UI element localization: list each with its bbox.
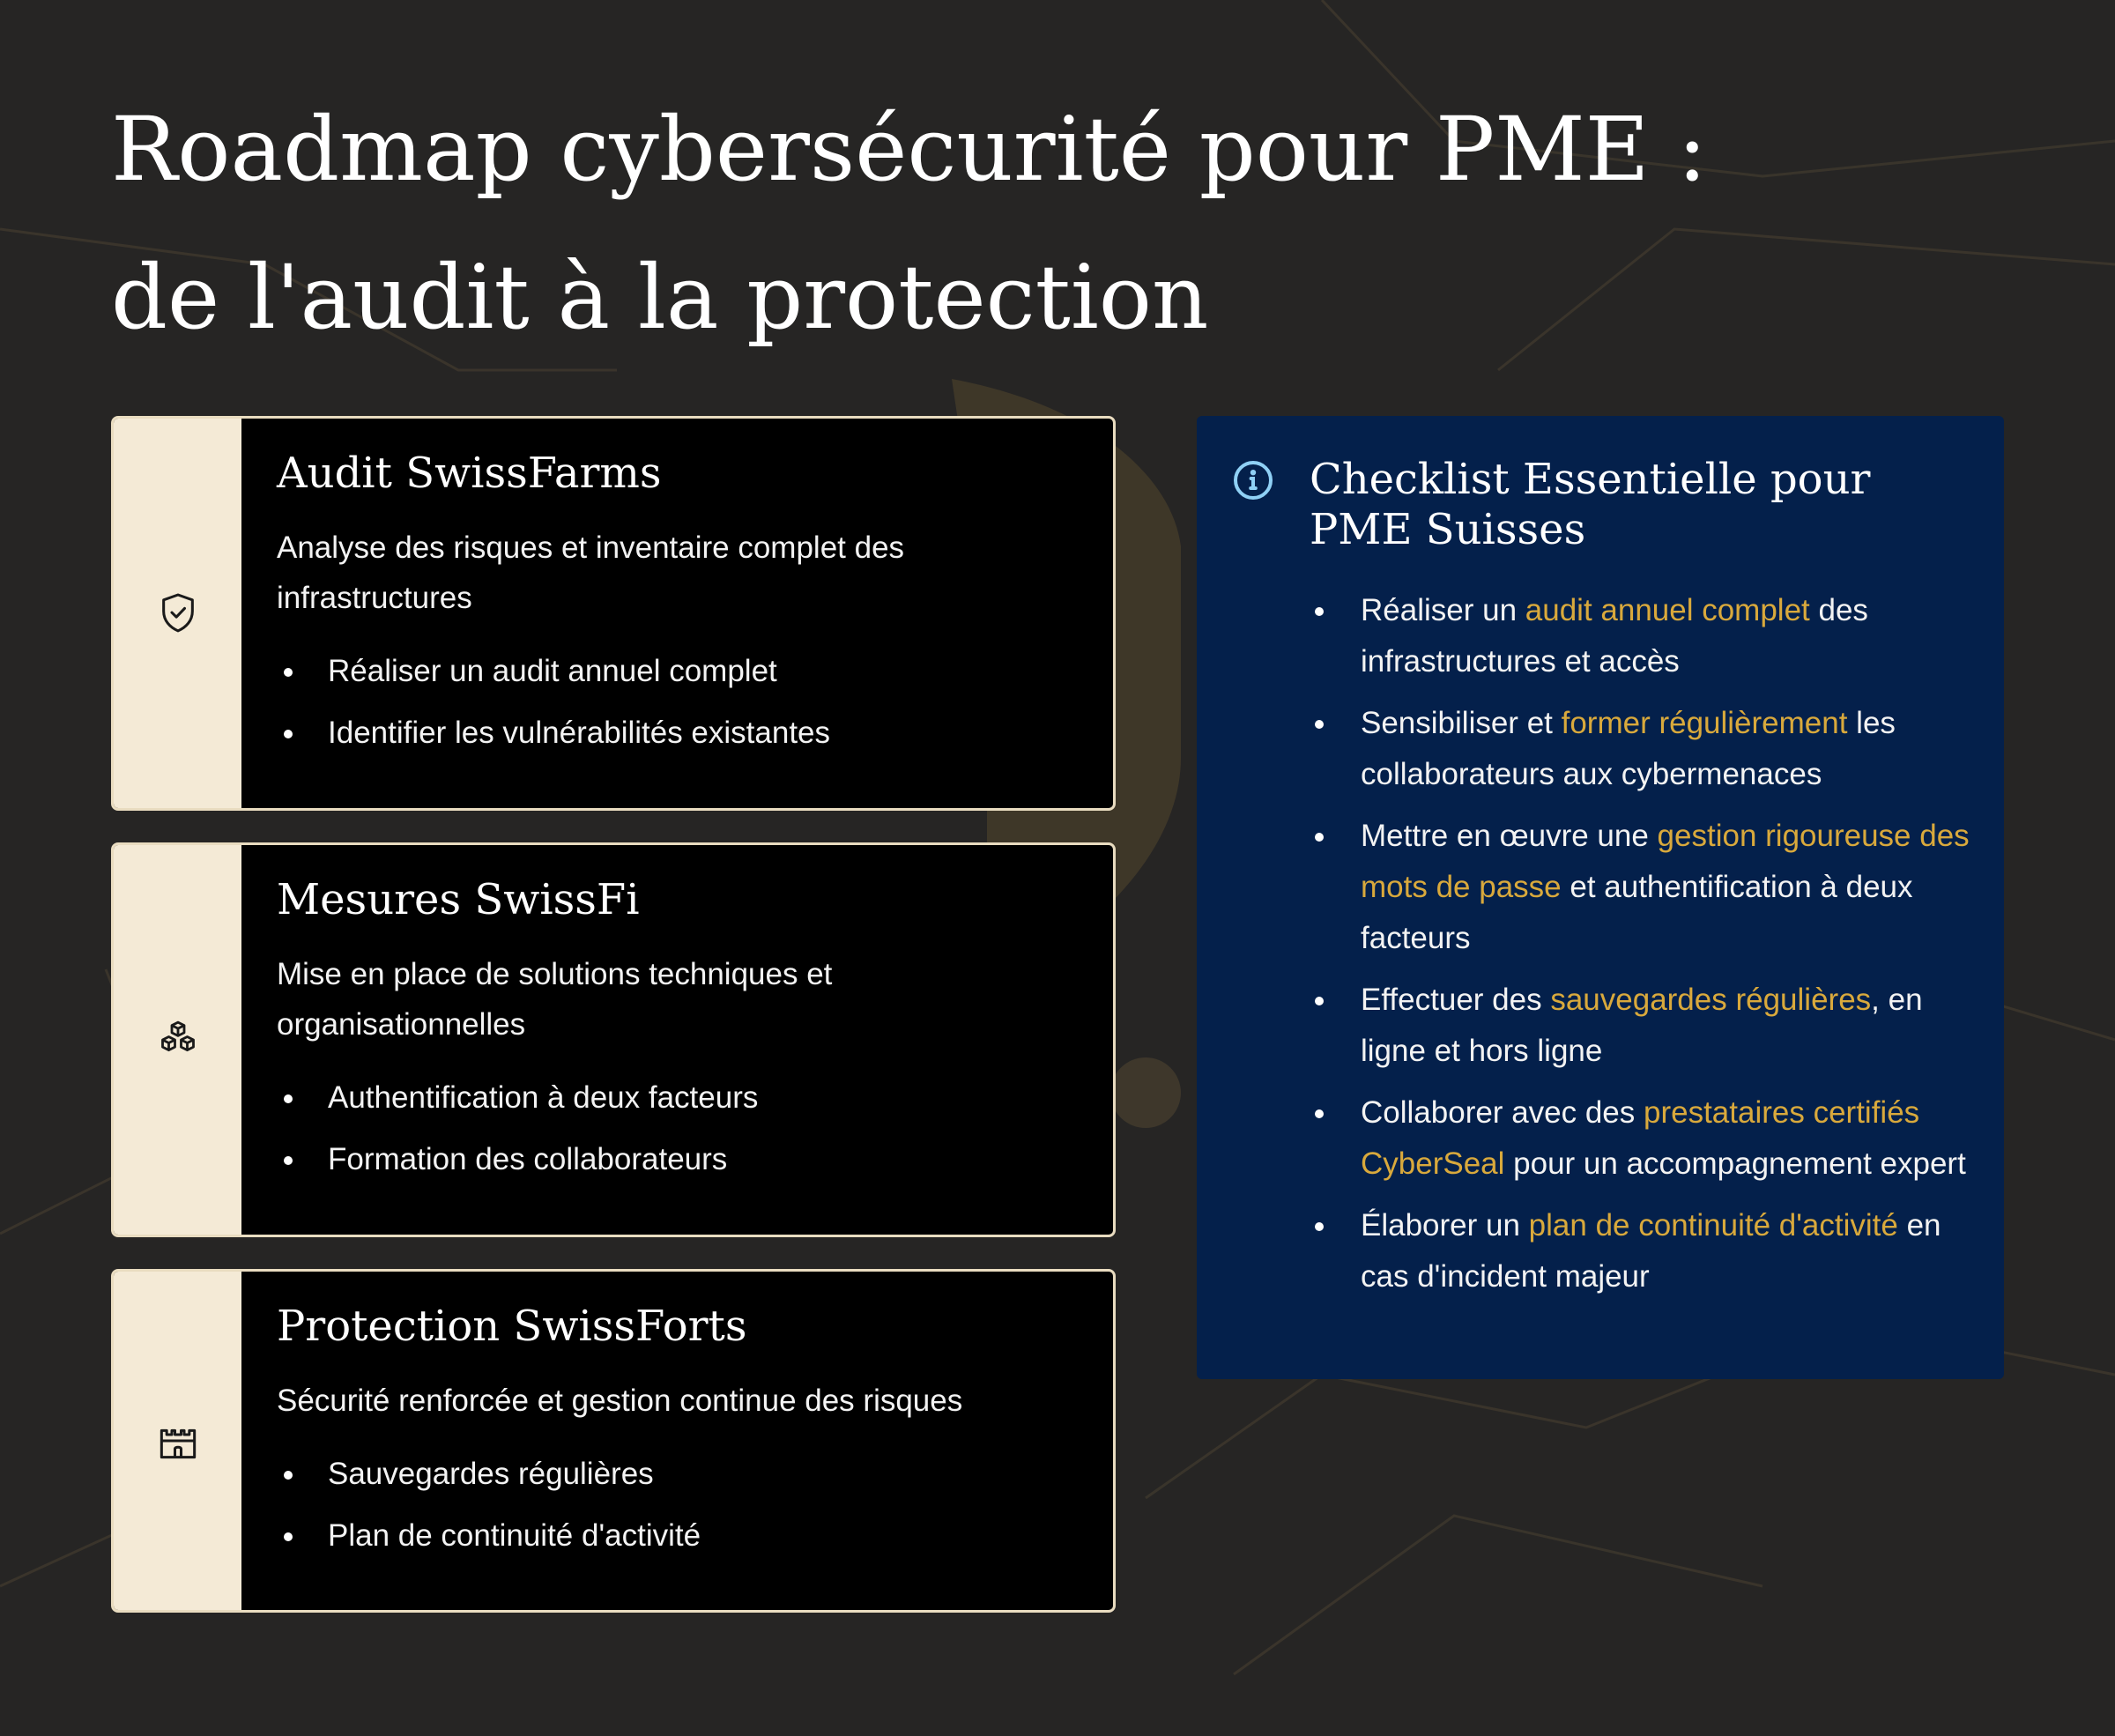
card-list [277,1067,1087,1191]
item-highlight: sauvegardes régulières [1550,983,1872,1017]
card-list [277,641,1087,764]
page-title [111,76,1785,372]
page-title-line1: Roadmap cybersécurité pour PME : [111,98,1708,201]
card-title: Protection SwissForts [277,1302,747,1351]
card-description: Mise en place de solutions techniques et organisationnelles [277,956,833,1042]
item-text: , en ligne et hors ligne [1361,983,1923,1068]
item-highlight: gestion rigoureuse des mots de passe [1361,819,1970,904]
list-item: Authentification à deux facteurs [277,1067,1087,1129]
item-highlight: former régulièrement [1561,706,1848,740]
page-title-line2: de l'audit à la protection [111,246,1209,349]
item-text: Sensibiliser et [1361,706,1562,740]
item-text: et authentification à deux facteurs [1361,870,1913,955]
item-text: Réaliser un [1361,593,1525,627]
list-item: Plan de continuité d'activité [277,1505,1087,1567]
card-list [277,1443,1087,1567]
item-highlight: audit annuel complet [1525,593,1810,627]
item-highlight: plan de continuité d'activité [1528,1208,1898,1243]
item-text: les collaborateurs aux cybermenaces [1361,706,1896,791]
card-icon-rail [114,845,241,1235]
castle-icon [153,1416,203,1465]
list-item: Réaliser un audit annuel complet [277,641,1087,702]
checklist-item [1197,975,2004,1077]
card-icon-rail [114,1272,241,1610]
checklist-list [1197,585,2004,1313]
item-text: Élaborer un [1361,1208,1529,1243]
item-text: Effectuer des [1361,983,1551,1017]
card-title: Audit SwissFarms [277,449,662,498]
item-text: des infrastructures et accès [1361,593,1868,679]
checklist-item [1197,811,2004,964]
checklist-item [1197,1087,2004,1190]
card-description: Sécurité renforcée et gestion continue des risques [277,1383,963,1418]
shield-check-icon [153,589,203,638]
roadmap-card-mesures [111,842,1116,1237]
item-text: pour un accompagnement expert [1504,1146,1966,1181]
list-item: Formation des collaborateurs [277,1129,1087,1191]
card-icon-rail [114,419,241,808]
list-item: Identifier les vulnérabilités existantes [277,702,1087,764]
roadmap-card-protection [111,1269,1116,1613]
roadmap-card-audit [111,416,1116,811]
item-text: en cas d'incident majeur [1361,1208,1941,1294]
checklist-item [1197,698,2004,800]
boxes-icon [153,1015,203,1065]
checklist-item [1197,585,2004,687]
item-text: Collaborer avec des [1361,1095,1644,1130]
checklist-item [1197,1200,2004,1302]
info-icon [1232,459,1274,501]
card-title: Mesures SwissFi [277,875,640,924]
checklist-panel [1197,416,2004,1379]
list-item: Sauvegardes régulières [277,1443,1087,1505]
item-highlight: prestataires certifiés CyberSeal [1361,1095,1920,1181]
checklist-title: Checklist Essentielle pour PME Suisses [1310,455,1871,554]
item-text: Mettre en œuvre une [1361,819,1658,853]
card-description: Analyse des risques et inventaire complet des infrastructures [277,530,905,615]
